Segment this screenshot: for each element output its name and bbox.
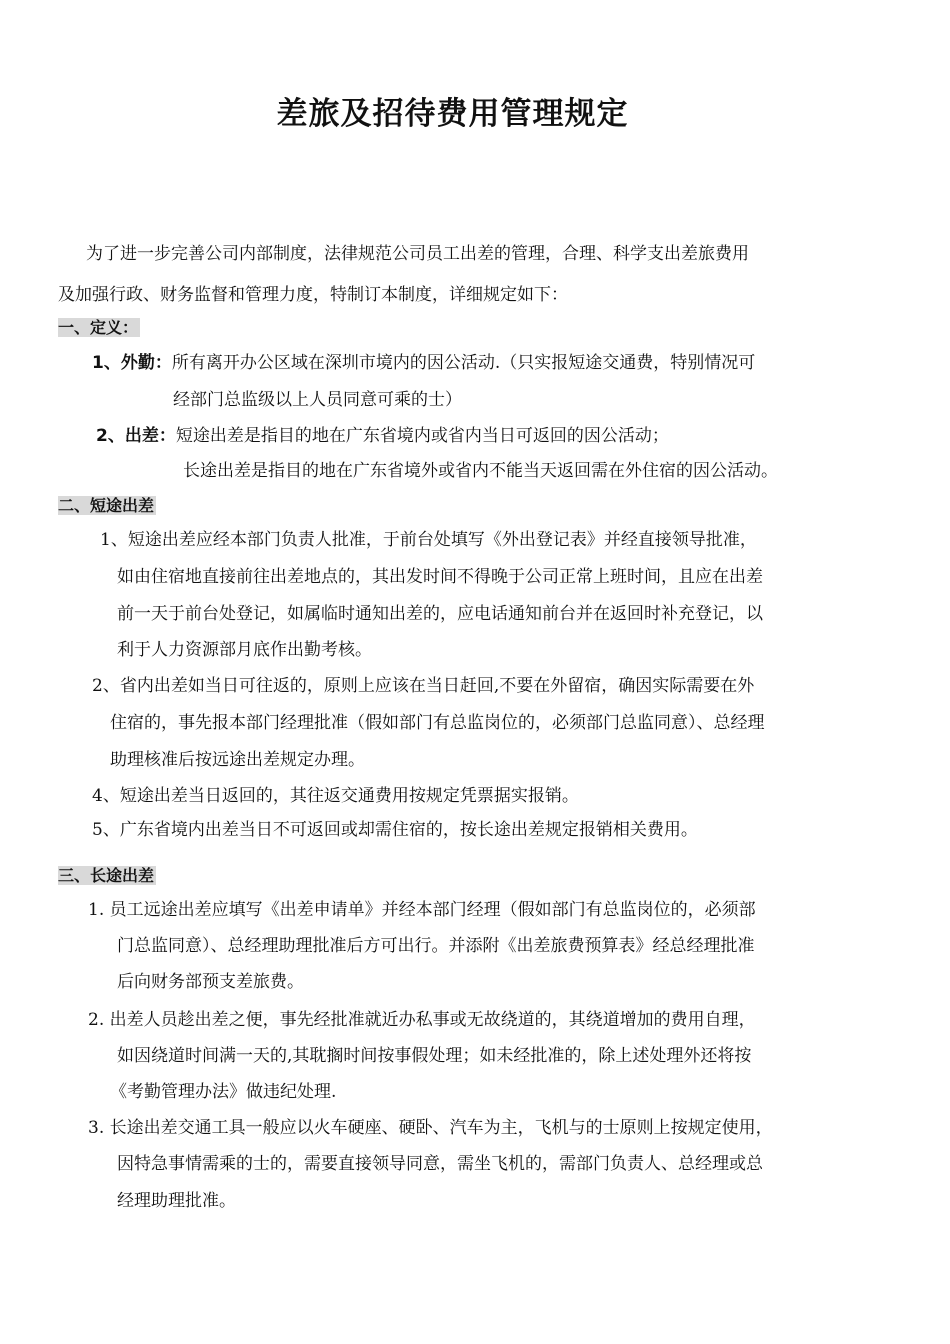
short-trip-line-3: 前一天于前台处登记，如属临时通知出差的，应电话通知前台并在返回时补充登记，以 [117,604,763,624]
long-trip-line-4: 2. 出差人员趁出差之便，事先经批准就近办私事或无故绕道的，其绕道增加的费用自理， [88,1010,756,1030]
definition-text-trip-short: 短途出差是指目的地在广东省境内或省内当日可返回的因公活动； [175,426,669,446]
short-trip-line-1: 1、短途出差应经本部门负责人批准，于前台处填写《外出登记表》并经直接领导批准， [100,530,757,550]
intro-line-2: 及加强行政、财务监督和管理力度，特制订本制度，详细规定如下： [58,285,568,305]
long-trip-line-6: 《考勤管理办法》做违纪处理. [110,1082,337,1102]
short-trip-line-8: 4、短途出差当日返回的，其往返交通费用按规定凭票据实报销。 [92,786,579,806]
section-heading-long-trip: 三、长途出差 [58,866,155,885]
section-heading-definitions: 一、定义： [58,318,139,337]
long-trip-line-2: 门总监同意）、总经理助理批准后方可出行。并添附《出差旅费预算表》经总经理批准 [117,936,755,956]
document-title: 差旅及招待费用管理规定 [276,96,629,132]
definition-label-business-trip: 2、出差： [96,426,176,446]
definition-text-fieldwork-1: 所有离开办公区域在深圳市境内的因公活动.（只实报短途交通费，特别情况可 [171,353,756,373]
long-trip-line-9: 经理助理批准。 [117,1191,236,1211]
short-trip-line-6: 住宿的，事先报本部门经理批准（假如部门有总监岗位的，必须部门总监同意）、总经理 [110,713,765,733]
long-trip-line-7: 3. 长途出差交通工具一般应以火车硬座、硬卧、汽车为主，飞机与的士原则上按规定使用， [88,1118,773,1138]
short-trip-line-2: 如由住宿地直接前往出差地点的，其出发时间不得晚于公司正常上班时间，且应在出差 [117,567,763,587]
long-trip-line-1: 1. 员工远途出差应填写《出差申请单》并经本部门经理（假如部门有总监岗位的，必须部 [88,900,756,920]
short-trip-line-4: 利于人力资源部月底作出勤考核。 [117,640,372,660]
definition-text-fieldwork-2: 经部门总监级以上人员同意可乘的士） [173,390,462,410]
definition-text-trip-long: 长途出差是指目的地在广东省境外或省内不能当天返回需在外住宿的因公活动。 [183,461,778,481]
long-trip-line-8: 因特急事情需乘的士的，需要直接领导同意，需坐飞机的，需部门负责人、总经理或总 [117,1154,763,1174]
intro-line-1: 为了进一步完善公司内部制度，法律规范公司员工出差的管理，合理、科学支出差旅费用 [86,244,749,264]
definition-label-fieldwork: 1、外勤： [92,353,172,373]
section-heading-short-trip: 二、短途出差 [58,496,155,515]
long-trip-line-5: 如因绕道时间满一天的,其耽搁时间按事假处理；如未经批准的，除上述处理外还将按 [117,1046,752,1066]
short-trip-line-9: 5、广东省境内出差当日不可返回或却需住宿的，按长途出差规定报销相关费用。 [92,820,698,840]
short-trip-line-7: 助理核准后按远途出差规定办理。 [110,750,365,770]
long-trip-line-3: 后向财务部预支差旅费。 [117,972,304,992]
short-trip-line-5: 2、省内出差如当日可往返的，原则上应该在当日赶回,不要在外留宿，确因实际需要在外 [92,676,755,696]
